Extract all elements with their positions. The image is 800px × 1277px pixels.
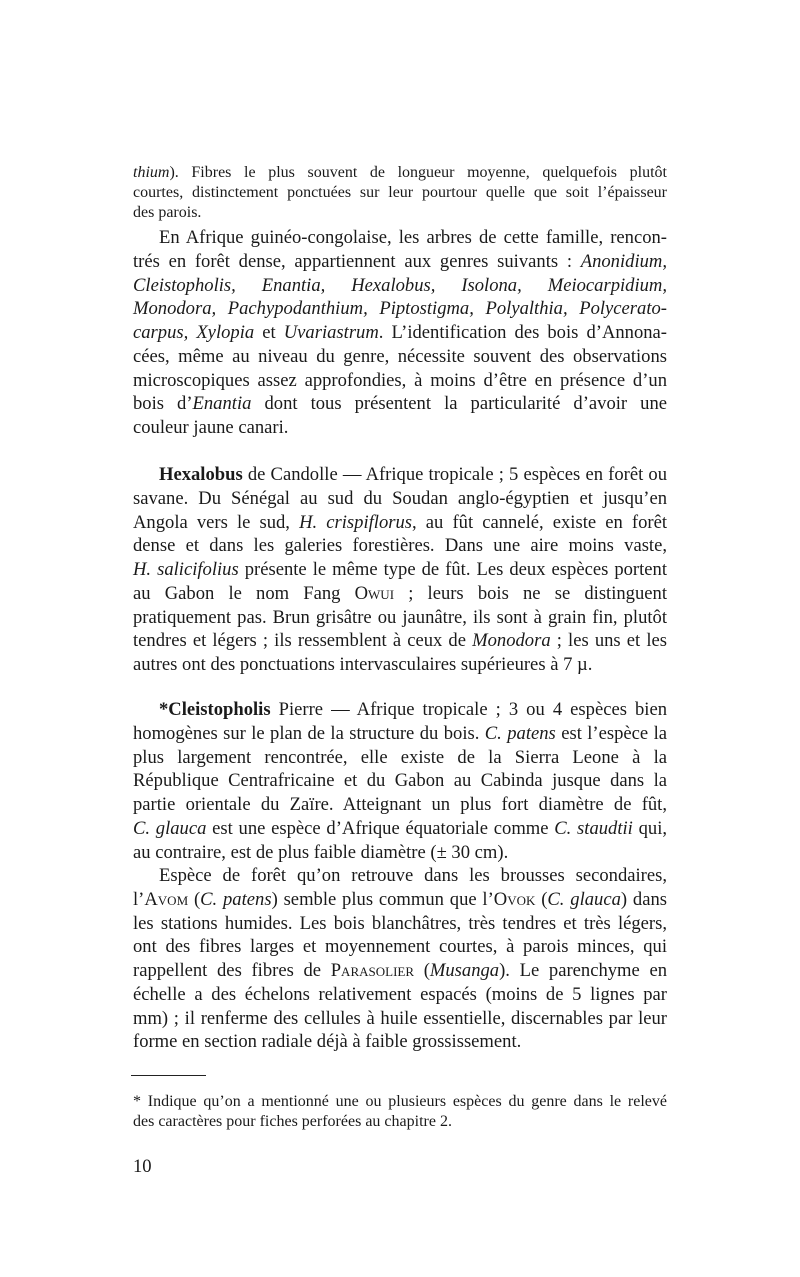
text-run: En Afrique guinéo-congolaise, les arbres de cette famille, rencon-	[159, 227, 667, 248]
bold-genus-name: Hexalobus	[159, 464, 243, 485]
text-line	[133, 841, 667, 865]
bold-genus-name: *Cleistopholis	[159, 699, 271, 720]
text-line	[133, 888, 667, 912]
text-line	[133, 864, 667, 888]
italic-text: Monodora	[472, 630, 551, 652]
text-run: République Centrafricaine et du Gabon au Cabinda jusque dans la	[133, 770, 667, 792]
text-run: ; leurs bois ne se distinguent	[394, 582, 667, 604]
text-run: ). Fibres le plus souvent de longueur moyenne, quelquefois plutôt	[169, 164, 667, 181]
text-line	[133, 203, 667, 223]
text-line	[133, 250, 667, 274]
text-line	[133, 722, 667, 746]
text-run: pratiquement pas. Brun grisâtre ou jaunâtre, ils sont à grain fin, plutôt	[133, 606, 667, 628]
text-run: les stations humides. Les bois blanchâtres, très tendres et très légers,	[133, 912, 667, 934]
text-run: de Candolle — Afrique tropicale ; 5 espèces en forêt ou	[242, 464, 667, 485]
text-run: tendres et légers ; ils ressemblent à ceux de	[133, 630, 473, 652]
text-run: microscopiques assez approfondies, à moins d’être en présence d’un	[133, 369, 667, 391]
text-run: cées, même au niveau du genre, nécessite souvent des observations	[133, 345, 667, 367]
text-run: ont des fibres larges et moyennement courtes, à parois minces, qui	[133, 936, 667, 958]
text-line	[133, 793, 667, 817]
text-run: est une espèce d’Afrique équatoriale comme	[206, 817, 555, 839]
text-run: autres ont des ponctuations intervasculaires supérieures à 7 µ.	[133, 654, 593, 675]
text-run: Angola vers le sud,	[133, 511, 300, 533]
text-line	[133, 935, 667, 959]
text-run: (	[414, 960, 430, 981]
text-line	[133, 1007, 667, 1031]
italic-text: C. glauca	[547, 888, 621, 910]
italic-text: C. patens	[200, 888, 272, 910]
text-line	[133, 817, 667, 841]
text-run: et	[254, 322, 284, 343]
text-run: Pierre — Afrique tropicale ; 3 ou 4 espèces bien	[270, 699, 667, 720]
small-caps-name: Avom	[144, 888, 189, 910]
text-line	[133, 912, 667, 936]
italic-text: H. salicifolius	[133, 559, 239, 580]
text-run: (	[188, 888, 201, 910]
small-caps-name: Parasolier	[330, 960, 415, 981]
text-run: (	[535, 888, 548, 910]
text-run: forme en section radiale déjà à faible grossissement.	[133, 1031, 522, 1053]
small-caps-name: Ovok	[493, 888, 536, 910]
text-run: trés en forêt dense, appartiennent aux genres suivants :	[133, 250, 581, 272]
text-run: . L’identification des bois d’Annona-	[378, 322, 667, 343]
text-line	[133, 534, 667, 558]
text-line	[133, 226, 667, 250]
text-run: ) dans	[620, 888, 667, 910]
paragraph-cleistopholis	[133, 698, 667, 864]
text-run: au Gabon le nom Fang	[133, 582, 355, 604]
page-number: 10	[133, 1156, 152, 1177]
italic-text: Anonidium,	[580, 250, 667, 272]
text-line	[133, 487, 667, 511]
text-run: * Indique qu’on a mentionné une ou plusieurs espèces du genre dans le relevé	[133, 1093, 667, 1110]
paragraph-cleistopholis-suite	[133, 864, 667, 1054]
text-run: au contraire, est de plus faible diamètre (± 30 cm).	[133, 841, 509, 863]
text-line	[133, 345, 667, 369]
footnote	[133, 1092, 667, 1132]
text-line	[133, 582, 667, 606]
italic-text: C. glauca	[133, 817, 207, 839]
text-line	[133, 983, 667, 1007]
text-run: dense et dans les galeries forestières. Dans une aire moins vaste,	[133, 535, 667, 557]
text-run: ) semble plus commun que l’	[271, 888, 494, 910]
text-run: plus largement rencontrée, elle existe de la Sierra Leone à la	[133, 746, 667, 768]
text-run: ). Le parenchyme en	[499, 960, 667, 981]
italic-text: Enantia	[192, 393, 252, 415]
text-line	[133, 653, 667, 677]
italic-text: Monodora, Pachypodanthium, Piptostigma, Polyalthia, Polycerato-	[133, 298, 667, 320]
text-line	[133, 416, 667, 440]
text-line	[133, 369, 667, 393]
text-run: bois d’	[133, 393, 193, 415]
text-run: savane. Du Sénégal au sud du Soudan anglo-égyptien et jusqu’en	[133, 487, 667, 509]
text-line	[133, 959, 667, 983]
text-line	[133, 183, 667, 203]
text-run: mm) ; il renferme des cellules à huile essentielle, discernables par leur	[133, 1007, 667, 1029]
text-run: qui,	[632, 817, 668, 839]
text-run: ; les uns et les	[550, 630, 667, 652]
text-run: couleur jaune canari.	[133, 417, 289, 438]
text-line	[133, 698, 667, 722]
text-run: rappellent des fibres de	[133, 960, 331, 981]
text-run: Espèce de forêt qu’on retrouve dans les brousses secondaires,	[159, 865, 667, 886]
italic-text: C. patens	[484, 722, 556, 744]
text-run: homogènes sur le plan de la structure du bois.	[133, 722, 485, 744]
text-line	[133, 1030, 667, 1054]
text-line	[133, 558, 667, 582]
text-line	[133, 274, 667, 298]
text-line	[133, 1092, 667, 1112]
text-line	[133, 321, 667, 345]
italic-text: thium	[133, 164, 170, 181]
text-line	[133, 392, 667, 416]
text-run: l’	[133, 888, 145, 910]
text-run: des caractères pour fiches perforées au chapitre 2.	[133, 1113, 452, 1130]
text-line	[133, 606, 667, 630]
text-run: courtes, distinctement ponctuées sur leur pourtour quelle que soit l’épaisseur	[133, 184, 667, 201]
text-run: est l’espèce la	[555, 722, 667, 744]
text-run: échelle a des échelons relativement espacés (moins de 5 lignes par	[133, 983, 667, 1005]
text-run: présente le même type de fût. Les deux espèces portent	[238, 559, 667, 580]
paragraph-intro-continued	[133, 163, 667, 223]
italic-text: carpus, Xylopia	[133, 322, 255, 343]
small-caps-name: Owui	[354, 582, 395, 604]
italic-text: Uvariastrum	[283, 322, 379, 343]
text-line	[133, 297, 667, 321]
text-run: des parois.	[133, 204, 202, 221]
text-run: , au fût cannelé, existe en forêt	[412, 511, 668, 533]
text-line	[133, 629, 667, 653]
text-line	[133, 746, 667, 770]
text-line	[133, 511, 667, 535]
text-run: partie orientale du Zaïre. Atteignant un plus fort diamètre de fût,	[133, 794, 667, 815]
paragraph-hexalobus	[133, 463, 667, 677]
text-line	[133, 769, 667, 793]
text-line	[133, 163, 667, 183]
text-line	[133, 463, 667, 487]
italic-text: Cleistopholis, Enantia, Hexalobus, Isolona, Meiocarpidium,	[133, 274, 667, 296]
footnote-separator	[131, 1075, 206, 1076]
italic-text: C. staudtii	[554, 817, 633, 839]
text-run: dont tous présentent la particularité d’avoir une	[251, 393, 667, 415]
italic-text: H. crispiflorus	[299, 511, 413, 533]
italic-text: Musanga	[429, 960, 500, 981]
paragraph-annonacees-genres	[133, 226, 667, 440]
text-line	[133, 1112, 667, 1132]
